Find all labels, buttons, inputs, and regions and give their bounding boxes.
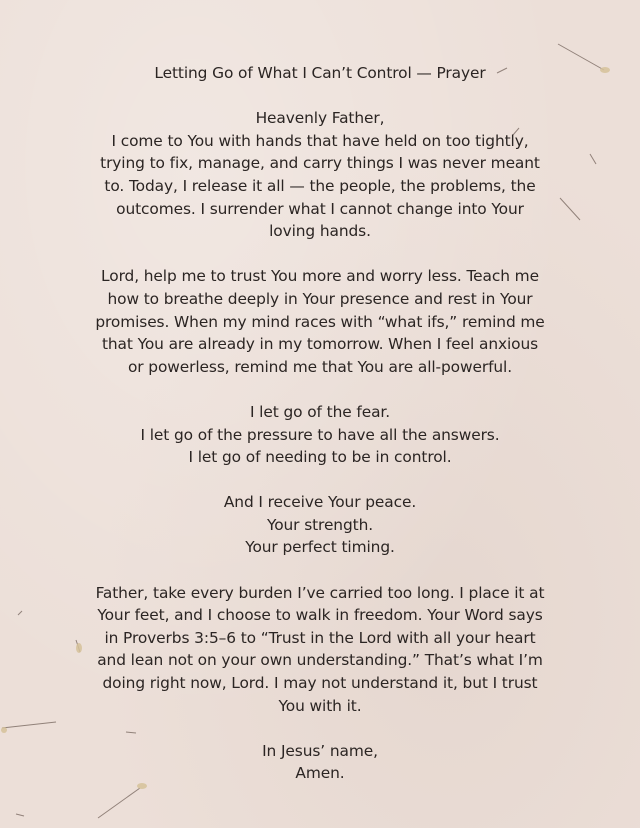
text-line: trying to fix, manage, and carry things I was never meant xyxy=(100,154,540,173)
text-line: I let go of the pressure to have all the answers. xyxy=(140,425,500,444)
stem-left-1 xyxy=(2,722,56,728)
text-line: or powerless, remind me that You are all-powerful. xyxy=(127,357,513,376)
text-line: You with it. xyxy=(278,696,362,715)
petal-top-right xyxy=(600,67,610,73)
paragraph-receive xyxy=(70,491,570,559)
text-line: Your feet, and I choose to walk in freedom. Your Word says xyxy=(97,606,543,625)
text-line: that You are already in my tomorrow. When I feel anxious xyxy=(101,335,539,354)
paragraph-opening xyxy=(70,107,570,243)
paragraph-let-go xyxy=(70,401,570,469)
text-line: Your strength. xyxy=(266,515,374,534)
text-line: Amen. xyxy=(295,764,345,783)
text-line: outcomes. I surrender what I cannot change into Your xyxy=(116,199,524,218)
paragraph-closing xyxy=(70,740,570,785)
text-line: and lean not on your own understanding.” That’s what I’m xyxy=(97,651,543,670)
prayer-text xyxy=(70,62,570,808)
text-line: loving hands. xyxy=(269,222,371,241)
paragraph-burden xyxy=(70,582,570,718)
text-line: how to breathe deeply in Your presence and rest in Your xyxy=(107,289,533,308)
text-line: Father, take every burden I’ve carried too long. I place it at xyxy=(95,583,545,602)
paragraph-trust xyxy=(70,265,570,378)
text-line: I come to You with hands that have held on too tightly, xyxy=(111,131,529,150)
stem-left-4 xyxy=(18,611,22,615)
text-line: to. Today, I release it all — the people, the problems, the xyxy=(104,176,536,195)
text-line: promises. When my mind races with “what ifs,” remind me xyxy=(95,312,545,331)
prayer-title: Letting Go of What I Can’t Control — Prayer xyxy=(154,64,486,82)
text-line: Your perfect timing. xyxy=(245,538,395,557)
text-line: in Proverbs 3:5–6 to “Trust in the Lord with all your heart xyxy=(104,628,536,647)
stem-bottom-2 xyxy=(16,814,24,816)
text-line: In Jesus’ name, xyxy=(262,741,378,760)
text-line: Lord, help me to trust You more and worry less. Teach me xyxy=(101,267,539,286)
text-line: And I receive Your peace. xyxy=(223,493,417,512)
text-line: Heavenly Father, xyxy=(255,109,385,128)
petal-left-3 xyxy=(1,727,7,733)
stem-right-2 xyxy=(590,154,596,164)
text-line: doing right now, Lord. I may not understand it, but I trust xyxy=(102,674,538,693)
text-line: I let go of needing to be in control. xyxy=(188,448,452,467)
text-line: I let go of the fear. xyxy=(249,402,391,421)
